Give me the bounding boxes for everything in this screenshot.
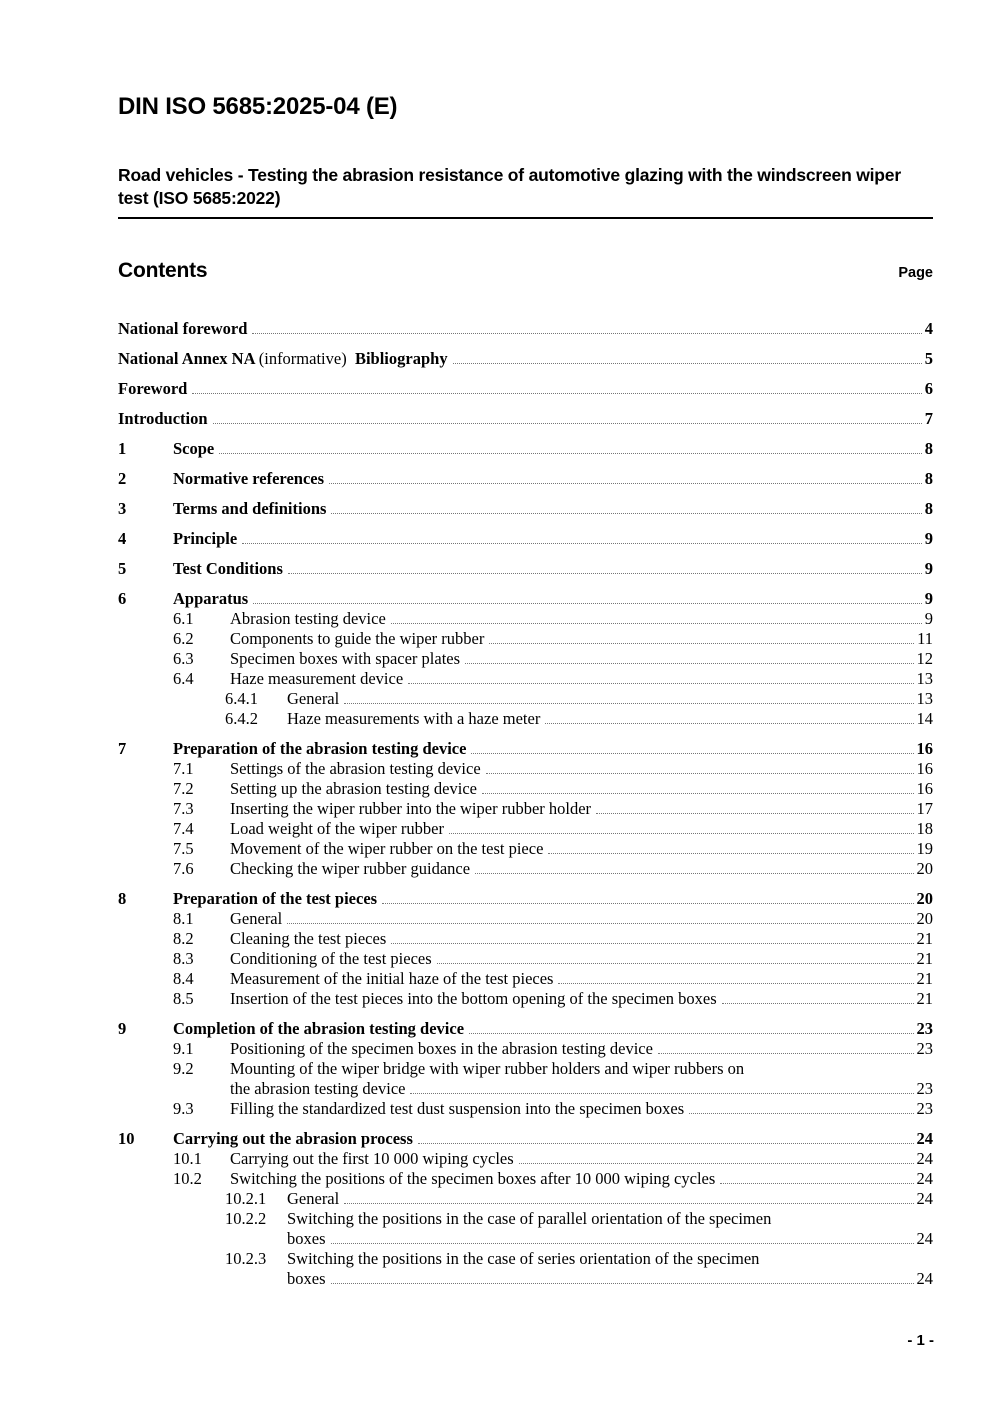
toc-page-number: 21 [916,969,933,988]
toc-entry-number: 8 [118,889,127,908]
toc-entry-number: 7.3 [173,799,194,818]
toc-page-number: 19 [916,839,933,858]
toc-dot-leader [548,853,913,854]
toc-page-number: 21 [916,929,933,948]
toc-entry-line [287,709,933,729]
toc-entry [118,409,933,429]
toc-entry [118,1149,933,1169]
toc-entry-line-continued [287,1229,933,1249]
toc-entry [118,819,933,839]
toc-entry-content [287,709,933,729]
toc-page-number: 16 [916,779,933,798]
toc-entry-line [230,649,933,669]
toc-entry-line [173,589,933,609]
toc-entry-number: 8.2 [173,929,194,948]
toc-entry-number: 9.2 [173,1059,194,1078]
toc-dot-leader [418,1143,914,1144]
toc-page-number: 8 [924,469,933,488]
toc-entry-line [118,379,933,399]
toc-entry [118,1099,933,1119]
toc-entry-title: Apparatus [173,589,249,608]
toc-dot-leader [558,983,913,984]
page-column-label: Page [898,265,933,281]
toc-entry-content [230,1099,933,1119]
contents-header-row [118,259,933,283]
toc-entry [118,779,933,799]
toc-dot-leader [471,753,913,754]
toc-entry-line [118,409,933,429]
toc-entry-title: Measurement of the initial haze of the test pieces [230,969,554,988]
toc-entry-title: Preparation of the abrasion testing device [173,739,467,758]
toc-entry-line [173,499,933,519]
toc-entry-number: 6.4.2 [225,709,258,728]
doc-title: Road vehicles - Testing the abrasion resistance of automotive glazing with the windscreen wiper test (ISO 5685:2022) [118,164,933,219]
toc-dot-leader [482,793,914,794]
page-content [118,0,933,1289]
toc-entry [118,1209,933,1249]
toc-page-number: 13 [916,689,933,708]
toc-page-number: 12 [916,649,933,668]
toc-dot-leader [288,573,922,574]
toc-entry-number: 6.2 [173,629,194,648]
toc-entry [118,1189,933,1209]
toc-entry-title: Settings of the abrasion testing device [230,759,481,778]
toc-page-number: 23 [916,1039,933,1058]
toc-entry-number: 6.4 [173,669,194,688]
toc-entry-content [173,1129,933,1149]
toc-entry-title-continued: the abrasion testing device [230,1079,406,1098]
toc-title-part-regular: (informative) [258,349,347,368]
toc-entry-title: Setting up the abrasion testing device [230,779,477,798]
toc-dot-leader [689,1113,913,1114]
toc-entry-title: National foreword [118,319,248,338]
toc-entry-title: Preparation of the test pieces [173,889,378,908]
toc-entry-title-continued: boxes [287,1229,326,1248]
toc-entry-content [230,839,933,859]
toc-entry-content [173,739,933,759]
toc-dot-leader [519,1163,914,1164]
toc-entry [118,1129,933,1149]
toc-page-number: 24 [916,1269,933,1288]
toc-entry-title: Movement of the wiper rubber on the test piece [230,839,544,858]
toc-dot-leader [408,683,913,684]
toc-dot-leader [344,703,913,704]
toc-entry-number: 6 [118,589,127,608]
toc-entry-number: 8.3 [173,949,194,968]
toc-entry-line [118,349,933,369]
toc-entry-line [230,1149,933,1169]
contents-heading: Contents [118,259,208,282]
toc-page-number: 9 [924,609,933,628]
toc-entry [118,1249,933,1289]
toc-entry-content [230,799,933,819]
toc-entry-content [230,629,933,649]
toc-entry-number: 10.1 [173,1149,202,1168]
toc-entry [118,349,933,369]
toc-page-number: 9 [924,529,933,548]
toc-dot-leader [410,1093,913,1094]
toc-entry [118,649,933,669]
toc-entry-line [287,1249,933,1269]
toc-page-number: 24 [916,1149,933,1168]
toc-entry [118,319,933,339]
toc-entry [118,839,933,859]
toc-entry [118,499,933,519]
toc-dot-leader [596,813,913,814]
toc-entry [118,859,933,879]
toc-entry-number: 8.1 [173,909,194,928]
toc-entry-line [230,1059,933,1079]
toc-page-number: 16 [916,759,933,778]
toc-entry-title: Haze measurements with a haze meter [287,709,541,728]
toc-page-number: 11 [917,629,933,648]
toc-entry-title: Test Conditions [173,559,283,578]
toc-entry-number: 5 [118,559,127,578]
toc-dot-leader [287,923,913,924]
toc-entry-line [230,779,933,799]
toc-dot-leader [213,423,922,424]
toc-dot-leader [331,1243,914,1244]
toc-entry [118,799,933,819]
toc-page-number: 18 [916,819,933,838]
toc-entry-title: Principle [173,529,238,548]
toc-entry-title [118,349,448,369]
toc-page-number: 9 [924,589,933,608]
toc-entry-title: Switching the positions of the specimen boxes after 10 000 wiping cycles [230,1169,716,1188]
toc-entry [118,759,933,779]
header-doc-code: DIN ISO 5685:2025-04 (E) [118,93,398,120]
toc-entry-content [118,379,933,399]
toc-dot-leader [331,1283,914,1284]
toc-entry-line [230,989,933,1009]
toc-entry-number: 7.5 [173,839,194,858]
toc-entry-number: 10.2.3 [225,1249,267,1268]
toc-dot-leader [344,1203,913,1204]
toc-entry-content [173,529,933,549]
toc-entry-number: 7.2 [173,779,194,798]
toc-entry [118,629,933,649]
toc-entry-line [230,969,933,989]
toc-entry-content [230,949,933,969]
toc-entry [118,909,933,929]
toc-entry-line [173,1019,933,1039]
toc-entry-number: 3 [118,499,127,518]
toc-dot-leader [391,943,913,944]
toc-entry-content [230,929,933,949]
toc-entry-number: 10.2.1 [225,1189,267,1208]
toc-entry-line [230,909,933,929]
toc-page-number: 8 [924,499,933,518]
toc-entry-title: Insertion of the test pieces into the bottom opening of the specimen boxes [230,989,717,1008]
toc-dot-leader [465,663,913,664]
toc-entry-line [230,1039,933,1059]
toc-entry-number: 6.1 [173,609,194,628]
toc-entry [118,1059,933,1099]
toc-entry-line [230,669,933,689]
toc-page-number: 4 [924,319,933,338]
toc-entry-line [173,739,933,759]
toc-entry-title: Mounting of the wiper bridge with wiper rubber holders and wiper rubbers on [230,1059,745,1078]
toc-entry-line [173,1129,933,1149]
toc-entry-title: Filling the standardized test dust suspension into the specimen boxes [230,1099,685,1118]
toc-entry [118,1019,933,1039]
toc-page-number: 20 [916,889,933,908]
toc-dot-leader [658,1053,914,1054]
toc-entry-line [230,1099,933,1119]
toc-entry-title: Switching the positions in the case of parallel orientation of the specimen [287,1209,772,1228]
toc-entry-number: 9 [118,1019,127,1038]
toc-entry-number: 9.1 [173,1039,194,1058]
toc-entry [118,929,933,949]
toc-entry-line [287,689,933,709]
toc-entry-content [173,559,933,579]
toc-dot-leader [253,603,922,604]
toc-entry-content [230,609,933,629]
toc-entry-content [287,1209,933,1249]
toc-page-number: 20 [916,909,933,928]
toc-entry-line [230,629,933,649]
toc-dot-leader [192,393,921,394]
toc-entry-content [230,649,933,669]
toc-dot-leader [329,483,922,484]
toc-entry-number: 10.2.2 [225,1209,267,1228]
toc-page-number: 24 [916,1229,933,1248]
toc [118,319,933,1289]
toc-entry-content [230,759,933,779]
toc-entry-number: 9.3 [173,1099,194,1118]
toc-entry-content [230,1059,933,1099]
toc-entry-content [230,1149,933,1169]
toc-title-part-bold: Bibliography [346,349,448,368]
toc-entry [118,989,933,1009]
toc-entry-content [173,499,933,519]
toc-entry-content [173,889,933,909]
toc-page-number: 24 [916,1129,933,1148]
toc-entry-line [287,1209,933,1229]
toc-entry [118,1169,933,1189]
toc-entry [118,609,933,629]
toc-page-number: 23 [916,1019,933,1038]
toc-entry-title: Carrying out the abrasion process [173,1129,413,1148]
toc-entry-content [287,1189,933,1209]
toc-entry-line [230,859,933,879]
toc-entry [118,709,933,729]
toc-entry-title: Completion of the abrasion testing device [173,1019,465,1038]
toc-entry-number: 10.2 [173,1169,202,1188]
toc-entry-title: Abrasion testing device [230,609,386,628]
toc-entry-title: Checking the wiper rubber guidance [230,859,471,878]
toc-entry-line [118,319,933,339]
toc-entry-title: Introduction [118,409,208,428]
toc-entry-line-continued [230,1079,933,1099]
toc-dot-leader [449,833,914,834]
toc-dot-leader [722,1003,914,1004]
footer-page-number: - 1 - [907,1332,934,1349]
toc-entry-line-continued [287,1269,933,1289]
toc-entry [118,589,933,609]
toc-entry-title: Foreword [118,379,188,398]
toc-page-number: 7 [924,409,933,428]
toc-entry-title: General [287,689,340,708]
toc-entry [118,559,933,579]
toc-entry-title: Scope [173,439,215,458]
toc-entry-number: 10 [118,1129,135,1148]
toc-entry-title: Carrying out the first 10 000 wiping cycles [230,1149,514,1168]
toc-entry-content [230,909,933,929]
toc-entry-line [173,439,933,459]
toc-entry-content [118,319,933,339]
toc-entry-number: 6.4.1 [225,689,258,708]
toc-page-number: 8 [924,439,933,458]
toc-page-number: 23 [916,1079,933,1098]
toc-entry-title: Haze measurement device [230,669,404,688]
toc-entry-title: Specimen boxes with spacer plates [230,649,461,668]
toc-entry-number: 8.5 [173,989,194,1008]
toc-entry-line [287,1189,933,1209]
toc-dot-leader [489,643,914,644]
toc-page-number: 24 [916,1169,933,1188]
toc-entry-line [173,889,933,909]
toc-dot-leader [252,333,921,334]
toc-entry-number: 8.4 [173,969,194,988]
toc-entry [118,469,933,489]
toc-entry [118,689,933,709]
toc-entry-title: Normative references [173,469,325,488]
toc-entry-line [230,799,933,819]
toc-entry-title: Inserting the wiper rubber into the wiper rubber holder [230,799,592,818]
toc-entry-number: 2 [118,469,127,488]
toc-entry-title: General [230,909,283,928]
toc-entry-title: Positioning of the specimen boxes in the abrasion testing device [230,1039,653,1058]
toc-entry-content [118,349,933,369]
toc-entry-line [230,759,933,779]
toc-entry [118,1039,933,1059]
toc-entry-line [230,839,933,859]
toc-entry [118,529,933,549]
toc-entry-content [230,819,933,839]
toc-entry [118,379,933,399]
toc-page-number: 13 [916,669,933,688]
toc-dot-leader [437,963,914,964]
toc-entry-line [173,559,933,579]
toc-page-number: 23 [916,1099,933,1118]
toc-entry-title-continued: boxes [287,1269,326,1288]
toc-dot-leader [242,543,922,544]
toc-dot-leader [475,873,913,874]
toc-entry [118,949,933,969]
toc-page-number: 6 [924,379,933,398]
toc-entry-content [173,439,933,459]
toc-entry-title: Components to guide the wiper rubber [230,629,485,648]
toc-dot-leader [453,363,922,364]
toc-dot-leader [720,1183,913,1184]
toc-entry-line [230,929,933,949]
toc-page-number: 14 [916,709,933,728]
toc-entry-content [173,469,933,489]
toc-entry-content [173,1019,933,1039]
toc-entry-number: 7.6 [173,859,194,878]
toc-entry-content [173,589,933,609]
toc-entry-content [230,669,933,689]
toc-entry-number: 7.4 [173,819,194,838]
toc-dot-leader [469,1033,913,1034]
toc-dot-leader [331,513,921,514]
toc-entry-title: Conditioning of the test pieces [230,949,432,968]
toc-page-number: 21 [916,949,933,968]
toc-page-number: 9 [924,559,933,578]
toc-dot-leader [391,623,922,624]
toc-entry-content [230,1169,933,1189]
toc-entry-content [230,779,933,799]
toc-entry-title: Switching the positions in the case of series orientation of the specimen [287,1249,760,1268]
toc-entry-title: Cleaning the test pieces [230,929,387,948]
toc-entry [118,669,933,689]
toc-entry-content [287,1249,933,1289]
toc-entry-content [230,859,933,879]
toc-entry-number: 7.1 [173,759,194,778]
toc-entry-title: General [287,1189,340,1208]
toc-entry-content [230,969,933,989]
toc-entry-content [287,689,933,709]
toc-page-number: 5 [924,349,933,368]
toc-dot-leader [545,723,913,724]
toc-entry-number: 4 [118,529,127,548]
toc-entry-number: 6.3 [173,649,194,668]
toc-dot-leader [486,773,914,774]
toc-entry-content [118,409,933,429]
toc-entry [118,889,933,909]
toc-page-number: 17 [916,799,933,818]
toc-dot-leader [382,903,913,904]
toc-entry-line [230,609,933,629]
toc-entry [118,969,933,989]
toc-entry-line [230,819,933,839]
toc-entry [118,439,933,459]
toc-entry-line [230,1169,933,1189]
toc-page-number: 24 [916,1189,933,1208]
toc-entry-content [230,1039,933,1059]
toc-page-number: 21 [916,989,933,1008]
toc-entry [118,739,933,759]
toc-page-number: 20 [916,859,933,878]
toc-entry-content [230,989,933,1009]
toc-entry-number: 7 [118,739,127,758]
toc-title-part-bold: National Annex NA [118,349,259,368]
toc-entry-line [230,949,933,969]
toc-entry-title: Terms and definitions [173,499,327,518]
toc-dot-leader [219,453,922,454]
toc-entry-title: Load weight of the wiper rubber [230,819,444,838]
toc-entry-line [173,469,933,489]
toc-entry-number: 1 [118,439,127,458]
toc-page-number: 16 [916,739,933,758]
toc-entry-line [173,529,933,549]
